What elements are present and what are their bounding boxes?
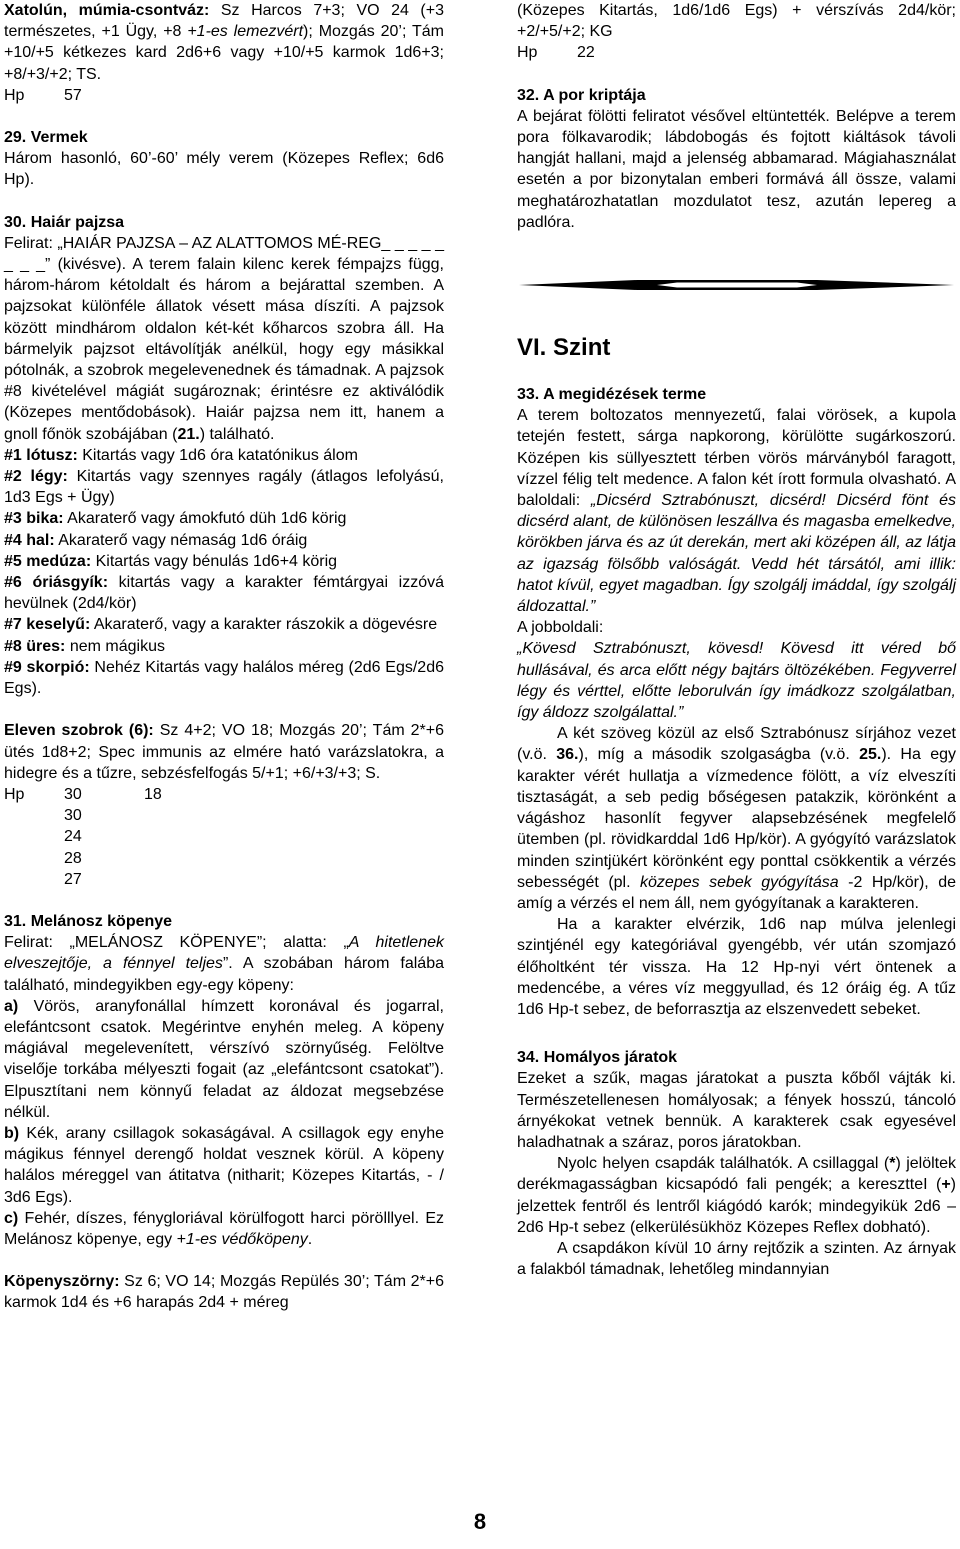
list-item: #3 bika: Akaraterő vagy ámokfutó düh 1d6 körig bbox=[4, 510, 347, 528]
room-34-p3: A csapdákon kívül 10 árny rejtőzik a szinten. Az árnyak a falakból támadnak, lehetőleg mindannyian bbox=[517, 1239, 956, 1279]
room-29-text: Három hasonló, 60’-60’ mély verem (Közepes Reflex; 6d6 Hp). bbox=[4, 150, 444, 189]
list-item: #4 hal: Akaraterő vagy némaság 1d6 óráig bbox=[4, 531, 308, 549]
ornamental-divider bbox=[517, 277, 956, 293]
level-heading: VI. Szint bbox=[517, 334, 611, 362]
cloak-a: a) Vörös, aranyfonállal hímzett koronával és jogarral, elefántcsont csatok. Megérintve enyhén meleg. A köpeny mágiával megelevenített, vérszívó szörnyűség. Felöltve viselője torkába mélyeszti fogait (az „elefántcsont csatokat”). Elpusztítani nem könnyű feladat az áldozat megsebzése nélkül. bbox=[4, 997, 444, 1121]
left-column bbox=[4, 0, 444, 1314]
list-item: #5 medúza: Kitartás vagy bénulás 1d6+4 körig bbox=[4, 552, 338, 570]
room-33-p3: Ha a karakter elvérzik, 1d6 nap múlva jelenlegi szintjénél egy kategóriával gyengébb, vér után szomjazó élőholtként tér vissza. Ha 12 Hp-nyi vért öntenek a medencébe, a véres víz meggyullad, és 12 óráig ég. A tűz 1d6 Hp-t sebez, de beforrasztja az elszenvedett sebeket. bbox=[517, 916, 956, 1018]
room-33-title: 33. A megidézések terme bbox=[517, 386, 707, 404]
room-34-title: 34. Homályos járatok bbox=[517, 1049, 678, 1067]
mummy-name: Xatolún, múmia-csontváz: bbox=[4, 2, 210, 19]
statues-name: Eleven szobrok (6): bbox=[4, 722, 154, 740]
list-item: #2 légy: Kitartás vagy szennyes ragály (átlagos lefolyású, 1d3 Egs + Ügy) bbox=[4, 468, 444, 507]
divider-ornament-icon bbox=[517, 277, 956, 293]
cloak-monster-statblock: Köpenyszörny: Sz 6; VO 14; Mozgás Repülés 30’; Tám 2*+6 karmok 1d4 és +6 harapás 2d4 + méreg bbox=[4, 1273, 444, 1312]
cloak-c: c) Fehér, díszes, fénygloriával körülfogott harci pörölllyel. Ez Melánosz köpenye, egy +1-es védőköpeny. bbox=[4, 1209, 444, 1248]
cloak-monster-statblock-cont: (Közepes Kitartás, 1d6/1d6 Egs) + vérszívás 2d4/kör; +2/+5/+2; KG bbox=[517, 2, 956, 41]
room-30-title: 30. Haiár pajzsa bbox=[4, 213, 125, 231]
right-column bbox=[517, 0, 956, 1280]
list-item: #8 üres: nem mágikus bbox=[4, 637, 165, 655]
statues-statblock: Eleven szobrok (6): Sz 4+2; VO 18; Mozgás 20’; Tám 2*+6 ütés 1d8+2; Spec immunis az elmére ható varázslatokra, a hidegre és a tűzre, sebzésfelfogás 5/+1; +6/+3/+3; S. bbox=[4, 722, 445, 782]
room-30-text: Felirat: „HAIÁR PAJZSA – AZ ALATTOMOS MÉ-REG_ _ _ _ _ _ _ _” (kivésve). A terem falain kilenc kerek fémpajzs függ, három-három kétoldalt és három a bejárattal szemben. A pajzsokat különféle állatok vésett mása díszíti. A pajzsok között mindhárom oldalon két-két kőharcos szobra áll. Ha bármelyik pajzsot eltávolítják anélkül, hogy egy másikkal pótolnák, a szobrok megelevenednek és támadnak. A pajzsok #8 kivételével mágiát sugároznak; érintésre ez aktiválódik (Közepes mentődobások). Haiár pajzsa nem itt, hanem a gnoll főnök szobájában (21.) található. bbox=[4, 234, 444, 443]
room-33-p2: A két szöveg közül az első Sztrabónusz sírjához vezet (v.ö. 36.), míg a második szolgaságba (v.ö. 25.). Ha egy karakter vérét hullatja a vízmedence fölött, a víz elveszíti tisztaságát, a seb pedig bőségesen patakzik, körönként a vágáshoz hasonlít fegyver alapsebzésének megfelelő ütemben (pl. rövidkarddal 1d6 Hp/kör). A gyógyító varázslatok minden szintjükért körönként egy ponttal csökkentik a vérzés sebességét (pl. közepes sebek gyógyítása -2 Hp/kör), de amíg a vérzés el nem áll, nem gyógyítanak a karakteren. bbox=[517, 725, 956, 912]
list-item: #1 lótusz: Kitartás vagy 1d6 óra katatónikus álom bbox=[4, 446, 358, 464]
mummy-hp: Hp 57 bbox=[4, 86, 82, 104]
cloak-b: b) Kék, arany csillagok sokaságával. A csillagok egy enyhe mágikus fénnyel derengő holdat vesznek körül. A köpeny halálos méreggel van átitatva (nitharit; Közepes Kitartás, - / 3d6 Egs). bbox=[4, 1124, 444, 1206]
cloak-monster-hp: Hp 22 bbox=[517, 44, 595, 62]
room-32-text: A bejárat fölötti feliratot vésővel eltüntették. Belépve a terem pora fölkavarodik; lábdobogás és fojtott kiáltások távoli hangját hallani, majd a jelenség abbamarad. Mágiahasználat esetén a por bizonytalan emberi formává áll össze, valami meghatározhatatlan mozdulatot tesz, azután lepereg a padlóra. bbox=[517, 107, 956, 231]
room-34-p1: Ezeket a szűk, magas járatokat a puszta kőből vájták ki. Természetellenesen homályosak; a fények hosszú, táncoló árnyékokat vetnek bennük. A karakterek csak egyesével haladhatnak a száraz, poros járatokban. bbox=[517, 1070, 956, 1151]
list-item: #7 keselyű: Akaraterő, vagy a karakter rászokik a dögevésre bbox=[4, 616, 438, 634]
list-item: #9 skorpió: Nehéz Kitartás vagy halálos méreg (2d6 Egs/2d6 Egs). bbox=[4, 658, 444, 698]
room-32-title: 32. A por kriptája bbox=[517, 86, 646, 104]
room-29-title: 29. Vermek bbox=[4, 129, 88, 147]
mummy-statblock: Xatolún, múmia-csontváz: Sz Harcos 7+3; VO 24 (+3 természetes, +1 Ügy, +8 +1-es lemezvért); Mozgás 20’; Tám +10/+5 kétkezes kard 2d6+6 vagy +10/+5 karmok 1d6+3; +8/+3/+2; TS. bbox=[4, 2, 445, 83]
right-inscription: „Kövesd Sztrabónuszt, kövesd! Kövesd itt véred bő hullásával, és arca előtt négy bajtárs öltözékében. Fegyverrel légy és vérttel, előtte leborulván így imádkozz szolgálatban, így áldozz szolgálattal.” bbox=[517, 640, 956, 722]
statues-hp: Hp 30 30 24 28 27 18 bbox=[4, 785, 162, 888]
list-item: #6 óriásgyík: kitartás vagy a karakter fémtárgyai izzóvá hevülnek (2d4/kör) bbox=[4, 574, 445, 613]
right-inscription-label: A jobboldali: bbox=[517, 619, 604, 637]
room-31-text: Felirat: „MELÁNOSZ KÖPENYE”; alatta: „A hitetlenek elveszejtője, a fénnyel teljes”. A szobában három falába található, mindegyikben egy-egy köpeny: bbox=[4, 934, 445, 994]
page-number: 8 bbox=[473, 1509, 487, 1534]
room-33-text: A terem boltozatos mennyezetű, falai vörösek, a kupola tetején festett, sárga napkorong, körülötte sugárkoszorú. Középen kis süllyesztett térben vörös márványból faragott, vízzel félig telt medence. A falon két írott formula olvasható. A baloldali: „Dicsérd Sztrabónuszt, dicsérd! Dicsérd fönt és dicsérd alant, de különösen leszállva és magasba emelkedve, körökben járva és az út derekán, mert aki középen áll, az látja az igazság fölsőbb valóságát. Vedd hét társától, ami illik: hatot kívül, egyet magadban. Így szolgálj imáddal, így szolgálj áldozattal.” bbox=[517, 407, 956, 616]
cloak-monster-name: Köpenyszörny: bbox=[4, 1273, 120, 1291]
room-34-p2: Nyolc helyen csapdák találhatók. A csillaggal (*) jelöltek derékmagasságban kicsapódó fali pengék; a keresztteI (+) jelzettek fentről és lentről kiágódó karók; mindegyikük 2d6 – 2d6 Hp-t sebez (elkerülésükhöz Közepes Reflex dobható). bbox=[517, 1155, 956, 1236]
shield-list bbox=[4, 445, 444, 699]
room-31-title: 31. Melánosz köpenye bbox=[4, 912, 173, 930]
